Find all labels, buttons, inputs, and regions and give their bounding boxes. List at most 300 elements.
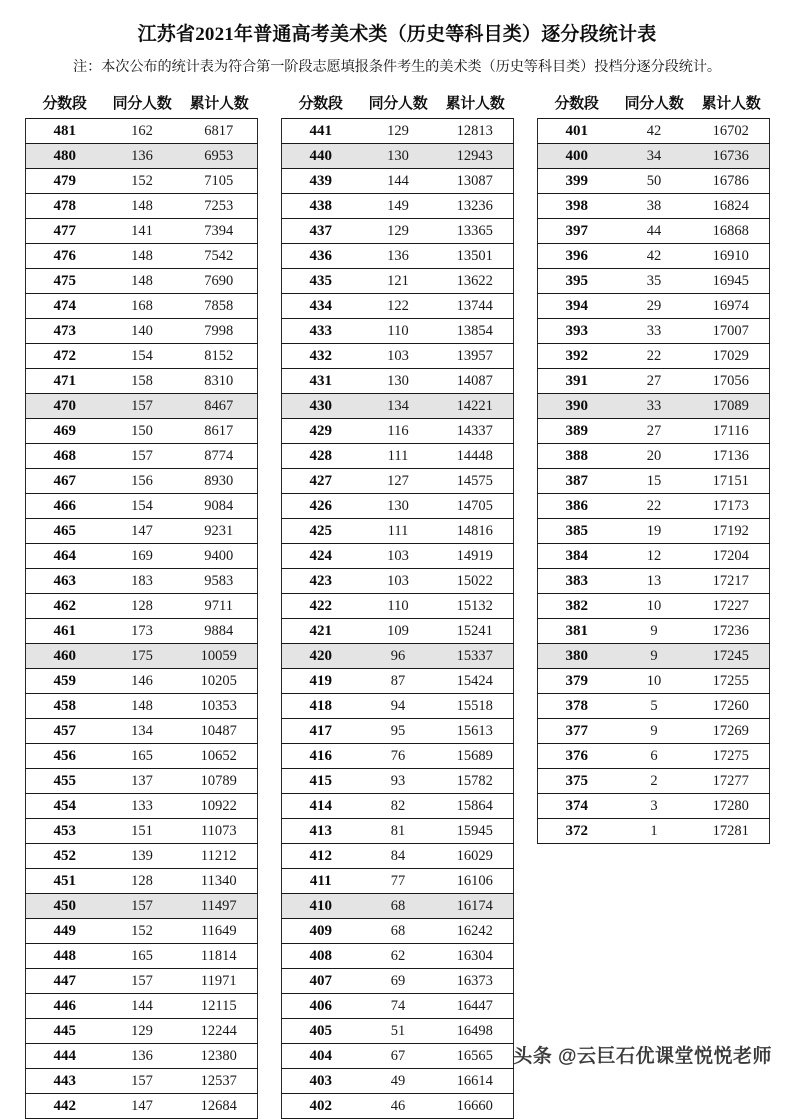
table-row: [538, 769, 770, 794]
table-row: [538, 394, 770, 419]
cell-cumulative-count: 17255: [693, 669, 770, 694]
cell-score-segment: 441: [282, 119, 360, 144]
table-row: [538, 119, 770, 144]
cell-same-score-count: 12: [616, 544, 693, 569]
cell-score-segment: 461: [26, 619, 104, 644]
cell-score-segment: 445: [26, 1019, 104, 1044]
cell-score-segment: 468: [26, 444, 104, 469]
cell-cumulative-count: 7998: [181, 319, 258, 344]
cell-same-score-count: 152: [104, 169, 181, 194]
table-row: [282, 594, 514, 619]
table-row: [282, 319, 514, 344]
cell-same-score-count: 1: [616, 819, 693, 844]
cell-score-segment: 394: [538, 294, 616, 319]
cell-score-segment: 414: [282, 794, 360, 819]
table-row: [26, 1019, 258, 1044]
cell-score-segment: 377: [538, 719, 616, 744]
header-same-score-count: 同分人数: [112, 96, 172, 112]
cell-same-score-count: 96: [360, 644, 437, 669]
table-block-2: [281, 90, 513, 1119]
cell-same-score-count: 81: [360, 819, 437, 844]
cell-cumulative-count: 14087: [437, 369, 514, 394]
cell-score-segment: 452: [26, 844, 104, 869]
cell-cumulative-count: 16106: [437, 869, 514, 894]
cell-cumulative-count: 10922: [181, 794, 258, 819]
cell-same-score-count: 19: [616, 519, 693, 544]
cell-score-segment: 417: [282, 719, 360, 744]
cell-same-score-count: 22: [616, 494, 693, 519]
cell-cumulative-count: 9231: [181, 519, 258, 544]
table-row: [538, 544, 770, 569]
cell-cumulative-count: 13957: [437, 344, 514, 369]
table-row: [538, 169, 770, 194]
cell-score-segment: 407: [282, 969, 360, 994]
table-row: [538, 469, 770, 494]
cell-score-segment: 372: [538, 819, 616, 844]
cell-same-score-count: 136: [104, 144, 181, 169]
cell-same-score-count: 133: [104, 794, 181, 819]
cell-score-segment: 396: [538, 244, 616, 269]
cell-cumulative-count: 12380: [181, 1044, 258, 1069]
table-row: [282, 994, 514, 1019]
cell-score-segment: 409: [282, 919, 360, 944]
cell-cumulative-count: 12684: [181, 1094, 258, 1119]
table-row: [26, 794, 258, 819]
table-row: [538, 419, 770, 444]
cell-cumulative-count: 15689: [437, 744, 514, 769]
cell-cumulative-count: 17277: [693, 769, 770, 794]
cell-score-segment: 385: [538, 519, 616, 544]
cell-same-score-count: 109: [360, 619, 437, 644]
cell-cumulative-count: 15241: [437, 619, 514, 644]
cell-same-score-count: 77: [360, 869, 437, 894]
cell-cumulative-count: 10487: [181, 719, 258, 744]
table-row: [538, 819, 770, 844]
cell-score-segment: 431: [282, 369, 360, 394]
cell-score-segment: 470: [26, 394, 104, 419]
cell-cumulative-count: 8774: [181, 444, 258, 469]
table-block-3: [537, 90, 769, 1119]
cell-same-score-count: 27: [616, 419, 693, 444]
cell-cumulative-count: 14816: [437, 519, 514, 544]
cell-score-segment: 434: [282, 294, 360, 319]
table-header-row: [26, 90, 258, 119]
cell-score-segment: 440: [282, 144, 360, 169]
cell-cumulative-count: 9884: [181, 619, 258, 644]
cell-same-score-count: 42: [616, 244, 693, 269]
cell-same-score-count: 93: [360, 769, 437, 794]
cell-cumulative-count: 11340: [181, 869, 258, 894]
cell-cumulative-count: 10353: [181, 694, 258, 719]
cell-same-score-count: 10: [616, 669, 693, 694]
cell-score-segment: 481: [26, 119, 104, 144]
cell-score-segment: 447: [26, 969, 104, 994]
table-row: [282, 219, 514, 244]
cell-score-segment: 430: [282, 394, 360, 419]
cell-cumulative-count: 16242: [437, 919, 514, 944]
cell-cumulative-count: 14221: [437, 394, 514, 419]
cell-same-score-count: 165: [104, 744, 181, 769]
cell-same-score-count: 149: [360, 194, 437, 219]
cell-same-score-count: 128: [104, 869, 181, 894]
cell-score-segment: 438: [282, 194, 360, 219]
cell-same-score-count: 62: [360, 944, 437, 969]
cell-score-segment: 422: [282, 594, 360, 619]
table-body-1: [26, 119, 258, 1119]
table-row: [26, 244, 258, 269]
cell-same-score-count: 146: [104, 669, 181, 694]
table-row: [26, 294, 258, 319]
cell-same-score-count: 49: [360, 1069, 437, 1094]
table-row: [282, 569, 514, 594]
cell-score-segment: 382: [538, 594, 616, 619]
cell-same-score-count: 150: [104, 419, 181, 444]
cell-score-segment: 453: [26, 819, 104, 844]
cell-cumulative-count: 13854: [437, 319, 514, 344]
cell-same-score-count: 34: [616, 144, 693, 169]
cell-same-score-count: 35: [616, 269, 693, 294]
cell-score-segment: 437: [282, 219, 360, 244]
cell-same-score-count: 2: [616, 769, 693, 794]
cell-score-segment: 425: [282, 519, 360, 544]
cell-score-segment: 455: [26, 769, 104, 794]
table-row: [282, 444, 514, 469]
cell-cumulative-count: 10789: [181, 769, 258, 794]
table-row: [26, 694, 258, 719]
cell-cumulative-count: 17227: [693, 594, 770, 619]
header-score-segment: 分数段: [298, 96, 343, 112]
table-row: [282, 119, 514, 144]
watermark: 头条 @云巨石优课堂悦悦老师: [513, 1046, 772, 1067]
cell-score-segment: 427: [282, 469, 360, 494]
cell-same-score-count: 130: [360, 369, 437, 394]
table-row: [282, 194, 514, 219]
cell-score-segment: 456: [26, 744, 104, 769]
table-row: [26, 119, 258, 144]
cell-score-segment: 379: [538, 669, 616, 694]
cell-same-score-count: 9: [616, 644, 693, 669]
cell-cumulative-count: 16498: [437, 1019, 514, 1044]
cell-score-segment: 462: [26, 594, 104, 619]
table-row: [26, 1069, 258, 1094]
cell-cumulative-count: 16824: [693, 194, 770, 219]
table-body-3: [538, 119, 770, 844]
cell-same-score-count: 157: [104, 969, 181, 994]
cell-same-score-count: 152: [104, 919, 181, 944]
table-row: [538, 794, 770, 819]
table-row: [26, 994, 258, 1019]
cell-same-score-count: 156: [104, 469, 181, 494]
cell-same-score-count: 38: [616, 194, 693, 219]
cell-score-segment: 383: [538, 569, 616, 594]
cell-cumulative-count: 13744: [437, 294, 514, 319]
cell-same-score-count: 67: [360, 1044, 437, 1069]
table-row: [538, 319, 770, 344]
table-row: [282, 869, 514, 894]
cell-score-segment: 405: [282, 1019, 360, 1044]
cell-score-segment: 439: [282, 169, 360, 194]
cell-same-score-count: 144: [104, 994, 181, 1019]
cell-cumulative-count: 7394: [181, 219, 258, 244]
cell-same-score-count: 157: [104, 894, 181, 919]
cell-same-score-count: 95: [360, 719, 437, 744]
cell-cumulative-count: 16447: [437, 994, 514, 1019]
table-row: [282, 794, 514, 819]
cell-score-segment: 426: [282, 494, 360, 519]
score-table-1: [25, 90, 258, 1119]
cell-same-score-count: 157: [104, 1069, 181, 1094]
header-cumulative-count: 累计人数: [189, 96, 249, 112]
table-row: [26, 569, 258, 594]
table-row: [282, 1044, 514, 1069]
table-row: [538, 294, 770, 319]
cell-score-segment: 406: [282, 994, 360, 1019]
cell-same-score-count: 13: [616, 569, 693, 594]
cell-same-score-count: 130: [360, 144, 437, 169]
cell-score-segment: 410: [282, 894, 360, 919]
table-row: [26, 219, 258, 244]
table-row: [26, 444, 258, 469]
table-row: [538, 244, 770, 269]
cell-score-segment: 444: [26, 1044, 104, 1069]
table-row: [282, 369, 514, 394]
table-row: [282, 344, 514, 369]
table-block-1: [25, 90, 257, 1119]
cell-same-score-count: 144: [360, 169, 437, 194]
cell-same-score-count: 130: [360, 494, 437, 519]
table-row: [26, 469, 258, 494]
cell-same-score-count: 136: [360, 244, 437, 269]
table-row: [538, 744, 770, 769]
cell-score-segment: 415: [282, 769, 360, 794]
table-row: [26, 619, 258, 644]
cell-same-score-count: 139: [104, 844, 181, 869]
cell-score-segment: 478: [26, 194, 104, 219]
cell-score-segment: 469: [26, 419, 104, 444]
cell-same-score-count: 148: [104, 194, 181, 219]
table-row: [26, 344, 258, 369]
table-row: [26, 1044, 258, 1069]
cell-cumulative-count: 12115: [181, 994, 258, 1019]
table-row: [282, 269, 514, 294]
cell-cumulative-count: 10059: [181, 644, 258, 669]
cell-cumulative-count: 14919: [437, 544, 514, 569]
cell-cumulative-count: 16702: [693, 119, 770, 144]
cell-score-segment: 472: [26, 344, 104, 369]
cell-same-score-count: 3: [616, 794, 693, 819]
table-row: [26, 944, 258, 969]
table-row: [282, 619, 514, 644]
cell-score-segment: 412: [282, 844, 360, 869]
cell-cumulative-count: 14705: [437, 494, 514, 519]
cell-same-score-count: 140: [104, 319, 181, 344]
table-row: [538, 719, 770, 744]
cell-cumulative-count: 16373: [437, 969, 514, 994]
cell-score-segment: 395: [538, 269, 616, 294]
cell-same-score-count: 46: [360, 1094, 437, 1119]
table-row: [282, 769, 514, 794]
cell-cumulative-count: 11497: [181, 894, 258, 919]
cell-cumulative-count: 16868: [693, 219, 770, 244]
cell-score-segment: 403: [282, 1069, 360, 1094]
cell-score-segment: 475: [26, 269, 104, 294]
cell-score-segment: 451: [26, 869, 104, 894]
cell-cumulative-count: 15518: [437, 694, 514, 719]
cell-same-score-count: 110: [360, 594, 437, 619]
cell-same-score-count: 162: [104, 119, 181, 144]
table-row: [282, 519, 514, 544]
cell-cumulative-count: 16910: [693, 244, 770, 269]
cell-score-segment: 391: [538, 369, 616, 394]
cell-same-score-count: 158: [104, 369, 181, 394]
cell-score-segment: 429: [282, 419, 360, 444]
cell-score-segment: 397: [538, 219, 616, 244]
cell-score-segment: 480: [26, 144, 104, 169]
cell-cumulative-count: 12244: [181, 1019, 258, 1044]
cell-cumulative-count: 17116: [693, 419, 770, 444]
cell-score-segment: 435: [282, 269, 360, 294]
cell-cumulative-count: 13622: [437, 269, 514, 294]
table-row: [538, 594, 770, 619]
cell-score-segment: 393: [538, 319, 616, 344]
cell-cumulative-count: 16614: [437, 1069, 514, 1094]
cell-cumulative-count: 15424: [437, 669, 514, 694]
cell-same-score-count: 68: [360, 919, 437, 944]
cell-score-segment: 399: [538, 169, 616, 194]
cell-same-score-count: 20: [616, 444, 693, 469]
cell-cumulative-count: 15945: [437, 819, 514, 844]
table-row: [282, 1094, 514, 1119]
cell-cumulative-count: 15022: [437, 569, 514, 594]
cell-score-segment: 400: [538, 144, 616, 169]
cell-same-score-count: 82: [360, 794, 437, 819]
table-row: [282, 1069, 514, 1094]
table-row: [282, 719, 514, 744]
cell-cumulative-count: 16974: [693, 294, 770, 319]
cell-score-segment: 436: [282, 244, 360, 269]
table-row: [538, 644, 770, 669]
cell-cumulative-count: 7690: [181, 269, 258, 294]
cell-cumulative-count: 17269: [693, 719, 770, 744]
header-same-score-count: 同分人数: [368, 96, 428, 112]
cell-same-score-count: 27: [616, 369, 693, 394]
cell-same-score-count: 157: [104, 394, 181, 419]
table-row: [282, 669, 514, 694]
table-row: [26, 919, 258, 944]
cell-same-score-count: 134: [360, 394, 437, 419]
cell-score-segment: 420: [282, 644, 360, 669]
cell-score-segment: 421: [282, 619, 360, 644]
cell-score-segment: 408: [282, 944, 360, 969]
cell-score-segment: 449: [26, 919, 104, 944]
cell-same-score-count: 154: [104, 344, 181, 369]
cell-cumulative-count: 16174: [437, 894, 514, 919]
table-row: [282, 144, 514, 169]
cell-same-score-count: 10: [616, 594, 693, 619]
cell-cumulative-count: 17192: [693, 519, 770, 544]
cell-same-score-count: 136: [104, 1044, 181, 1069]
cell-score-segment: 459: [26, 669, 104, 694]
table-row: [538, 494, 770, 519]
cell-same-score-count: 9: [616, 719, 693, 744]
cell-score-segment: 390: [538, 394, 616, 419]
cell-same-score-count: 22: [616, 344, 693, 369]
cell-cumulative-count: 12537: [181, 1069, 258, 1094]
cell-cumulative-count: 17217: [693, 569, 770, 594]
cell-same-score-count: 9: [616, 619, 693, 644]
cell-score-segment: 381: [538, 619, 616, 644]
cell-score-segment: 465: [26, 519, 104, 544]
cell-score-segment: 432: [282, 344, 360, 369]
cell-cumulative-count: 13087: [437, 169, 514, 194]
cell-cumulative-count: 9711: [181, 594, 258, 619]
cell-same-score-count: 129: [104, 1019, 181, 1044]
cell-score-segment: 389: [538, 419, 616, 444]
cell-cumulative-count: 17204: [693, 544, 770, 569]
cell-cumulative-count: 8310: [181, 369, 258, 394]
table-columns-container: [0, 84, 794, 1119]
cell-cumulative-count: 11814: [181, 944, 258, 969]
cell-same-score-count: 137: [104, 769, 181, 794]
cell-same-score-count: 169: [104, 544, 181, 569]
cell-same-score-count: 147: [104, 519, 181, 544]
page-title: 江苏省2021年普通高考美术类（历史等科目类）逐分段统计表: [137, 24, 657, 45]
cell-same-score-count: 134: [104, 719, 181, 744]
cell-same-score-count: 128: [104, 594, 181, 619]
cell-score-segment: 464: [26, 544, 104, 569]
table-row: [538, 269, 770, 294]
cell-same-score-count: 51: [360, 1019, 437, 1044]
table-row: [282, 1019, 514, 1044]
cell-score-segment: 442: [26, 1094, 104, 1119]
cell-cumulative-count: 16304: [437, 944, 514, 969]
cell-cumulative-count: 17260: [693, 694, 770, 719]
cell-same-score-count: 129: [360, 119, 437, 144]
table-row: [26, 644, 258, 669]
table-row: [282, 844, 514, 869]
cell-cumulative-count: 8930: [181, 469, 258, 494]
cell-cumulative-count: 12943: [437, 144, 514, 169]
cell-cumulative-count: 9583: [181, 569, 258, 594]
cell-score-segment: 474: [26, 294, 104, 319]
cell-same-score-count: 122: [360, 294, 437, 319]
cell-same-score-count: 111: [360, 444, 437, 469]
cell-same-score-count: 33: [616, 319, 693, 344]
cell-score-segment: 473: [26, 319, 104, 344]
cell-cumulative-count: 17029: [693, 344, 770, 369]
cell-same-score-count: 103: [360, 569, 437, 594]
table-row: [26, 594, 258, 619]
table-row: [538, 694, 770, 719]
table-row: [538, 344, 770, 369]
cell-score-segment: 450: [26, 894, 104, 919]
table-row: [538, 669, 770, 694]
table-row: [26, 369, 258, 394]
cell-cumulative-count: 17280: [693, 794, 770, 819]
cell-score-segment: 404: [282, 1044, 360, 1069]
table-row: [538, 519, 770, 544]
cell-same-score-count: 183: [104, 569, 181, 594]
table-row: [538, 369, 770, 394]
table-row: [282, 644, 514, 669]
cell-cumulative-count: 10652: [181, 744, 258, 769]
cell-same-score-count: 87: [360, 669, 437, 694]
cell-score-segment: 471: [26, 369, 104, 394]
cell-cumulative-count: 13501: [437, 244, 514, 269]
cell-same-score-count: 148: [104, 269, 181, 294]
cell-same-score-count: 127: [360, 469, 437, 494]
table-row: [282, 419, 514, 444]
